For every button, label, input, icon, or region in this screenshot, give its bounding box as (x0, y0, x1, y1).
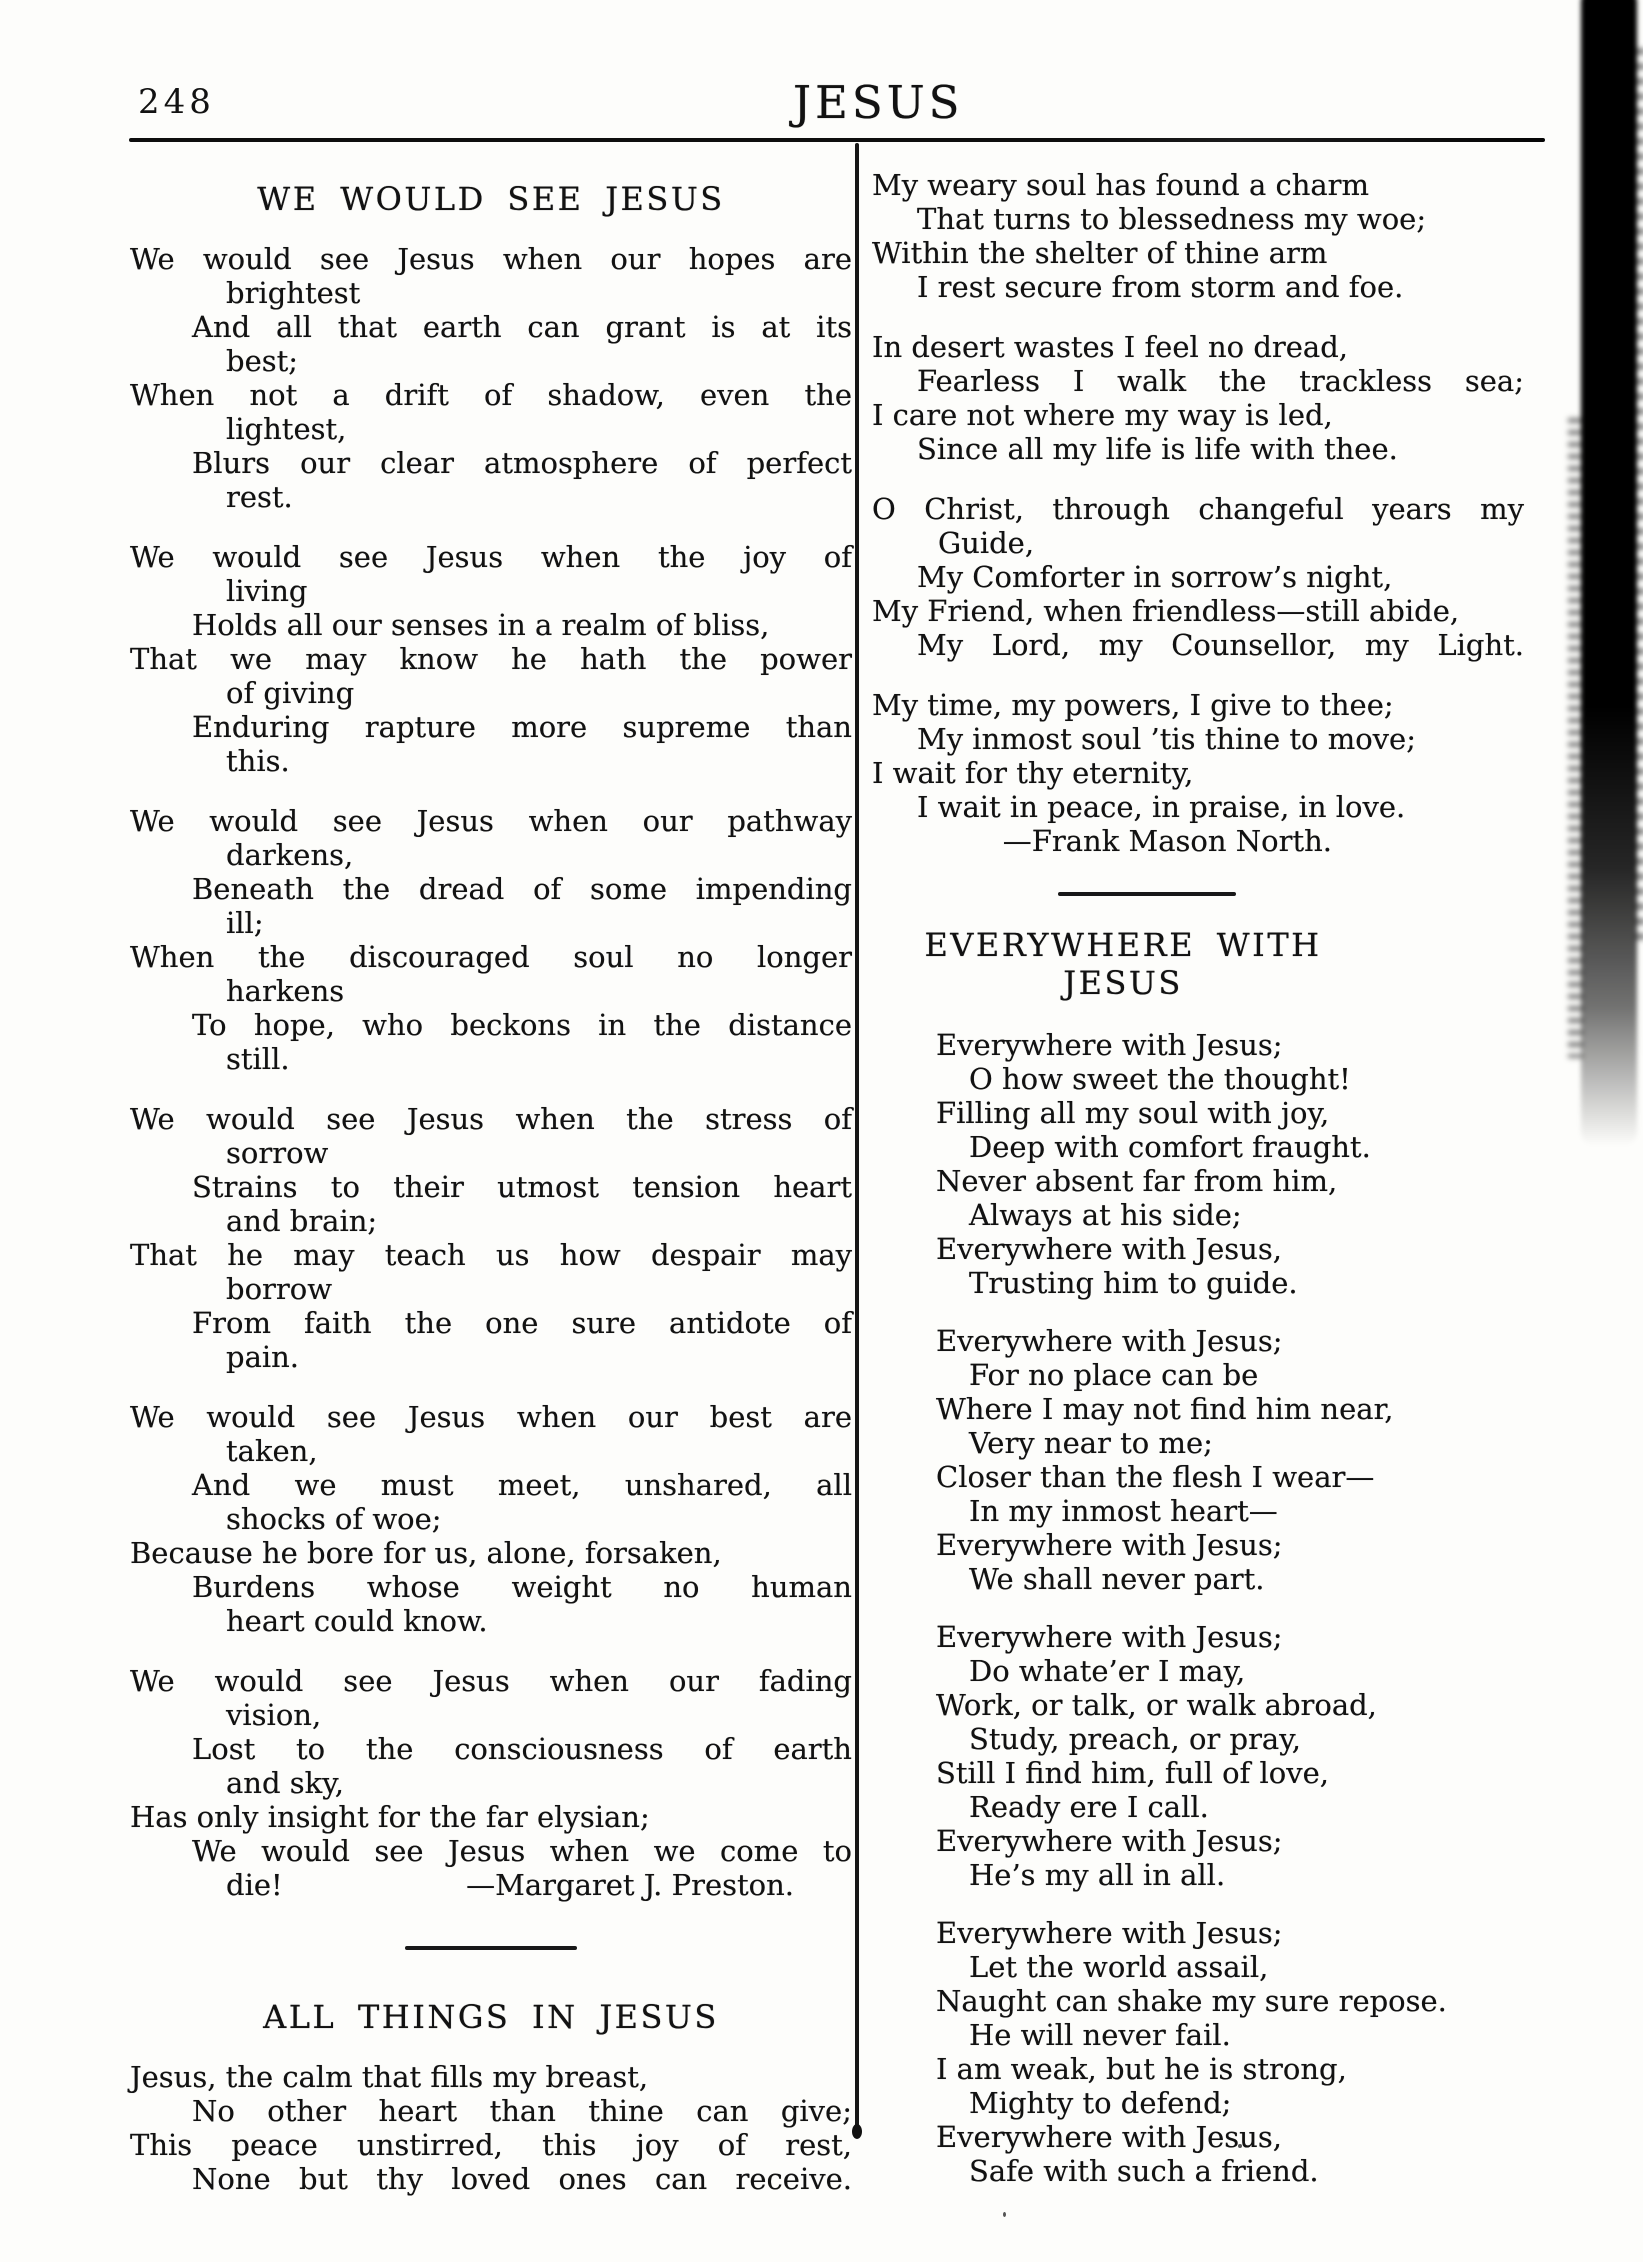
poem-line: darkens, (226, 838, 354, 872)
poem-line: Never absent far from him, (936, 1164, 1338, 1198)
poem-title-we-would-see-jesus: WE WOULD SEE JESUS (257, 180, 725, 218)
poem-separator-rule (1058, 892, 1236, 896)
poem-line: brightest (226, 276, 361, 310)
stanza (130, 242, 852, 514)
poem-line: Everywhere with Jesus; (936, 1620, 1283, 1654)
stanza (872, 330, 1524, 466)
poem-line: Has only insight for the far elysian; (130, 1800, 650, 1834)
poem-line: and brain; (226, 1204, 378, 1238)
poem-line: I wait in peace, in praise, in love. (917, 790, 1406, 824)
poem-line: Everywhere with Jesus; (936, 1916, 1283, 1950)
stanza (130, 1664, 852, 1902)
right-column (872, 168, 1524, 2188)
poem-line (130, 1868, 852, 1902)
poem-line: O how sweet the thought! (969, 1062, 1351, 1096)
stanza (130, 804, 852, 1076)
stanza (130, 2060, 852, 2196)
poem-line: When not a drift of shadow, even the (130, 378, 852, 412)
poem-line: Ready ere I call. (969, 1790, 1209, 1824)
poem-line-text: die! (226, 1868, 283, 1902)
poem-attribution: —Frank Mason North. (1002, 824, 1332, 858)
stanza (872, 1324, 1524, 1596)
poem-line: My weary soul has found a charm (872, 168, 1370, 202)
poem-attribution: —Margaret J. Preston. (466, 1868, 794, 1902)
poem-line: Closer than the flesh I wear— (936, 1460, 1375, 1494)
stanza (872, 168, 1524, 304)
left-column (130, 168, 852, 2196)
poem-title-all-things-in-jesus: ALL THINGS IN JESUS (263, 1998, 719, 2036)
poem-line: We would see Jesus when the joy of (130, 540, 852, 574)
poem-line: And we must meet, unshared, all (192, 1468, 852, 1502)
poem-line: We would see Jesus when our hopes are (130, 242, 852, 276)
poem-line: I wait for thy eternity, (872, 756, 1194, 790)
poem-line: Beneath the dread of some impending (192, 872, 852, 906)
poem-everywhere-with-jesus (872, 1028, 1524, 2188)
poem-line: Because he bore for us, alone, forsaken, (130, 1536, 722, 1570)
poem-line: That turns to blessedness my woe; (917, 202, 1427, 236)
poem-line: vision, (226, 1698, 322, 1732)
poem-line: and sky, (226, 1766, 344, 1800)
page-number: 248 (138, 82, 215, 122)
poem-line: My Comforter in sorrow’s night, (917, 560, 1393, 594)
poem-line: My inmost soul ’tis thine to move; (917, 722, 1416, 756)
poem-line: For no place can be (969, 1358, 1259, 1392)
stanza (872, 1028, 1524, 1300)
poem-line: sorrow (226, 1136, 329, 1170)
poem-line: Everywhere with Jesus, (936, 2120, 1282, 2154)
poem-line: I am weak, but he is strong, (936, 2052, 1347, 2086)
poem-line: To hope, who beckons in the distance (192, 1008, 852, 1042)
poem-line: Fearless I walk the trackless sea; (917, 364, 1524, 398)
poem-line: shocks of woe; (226, 1502, 442, 1536)
poem-line: In desert wastes I feel no dread, (872, 330, 1349, 364)
poem-all-things-in-jesus-continued (872, 168, 1524, 858)
poem-line: lightest, (226, 412, 347, 446)
poem-line: Everywhere with Jesus; (936, 1824, 1283, 1858)
poem-line: Guide, (938, 526, 1035, 560)
poem-line: borrow (226, 1272, 333, 1306)
poem-line: rest. (226, 480, 293, 514)
poem-line: Deep with comfort fraught. (969, 1130, 1371, 1164)
poem-line: We would see Jesus when the stress of (130, 1102, 852, 1136)
poem-line: That we may know he hath the power (130, 642, 852, 676)
poem-line: Safe with such a friend. (969, 2154, 1319, 2188)
scan-binding-shadow (1581, 0, 1637, 1146)
poem-we-would-see-jesus (130, 242, 852, 1902)
poem-line: Where I may not find him near, (936, 1392, 1394, 1426)
poem-line: Everywhere with Jesus; (936, 1028, 1283, 1062)
poem-line: Lost to the consciousness of earth (192, 1732, 852, 1766)
poem-line: best; (226, 344, 299, 378)
poem-line: Always at his side; (969, 1198, 1242, 1232)
stanza (130, 540, 852, 778)
poem-line: Strains to their utmost tension heart (192, 1170, 852, 1204)
poem-line: My time, my powers, I give to thee; (872, 688, 1394, 722)
poem-line: Mighty to defend; (969, 2086, 1232, 2120)
poem-line: Enduring rapture more supreme than (192, 710, 852, 744)
poem-line: Filling all my soul with joy, (936, 1096, 1330, 1130)
poem-line: Work, or talk, or walk abroad, (936, 1688, 1377, 1722)
poem-line: From faith the one sure antidote of (192, 1306, 852, 1340)
poem-line: Do whate’er I may, (969, 1654, 1246, 1688)
stanza (872, 1620, 1524, 1892)
poem-line: In my inmost heart— (969, 1494, 1278, 1528)
poem-line (872, 824, 1524, 858)
poem-line: We shall never part. (969, 1562, 1265, 1596)
poem-separator-rule (405, 1946, 577, 1950)
poem-line: ill; (226, 906, 264, 940)
poem-line: Naught can shake my sure repose. (936, 1984, 1447, 2018)
poem-line: No other heart than thine can give; (192, 2094, 852, 2128)
stanza (130, 1400, 852, 1638)
poem-line: When the discouraged soul no longer (130, 940, 852, 974)
poem-line: I rest secure from storm and foe. (917, 270, 1404, 304)
poem-all-things-in-jesus (130, 2060, 852, 2196)
poem-line: This peace unstirred, this joy of rest, (130, 2128, 852, 2162)
poem-line: That he may teach us how despair may (130, 1238, 852, 1272)
poem-line: heart could know. (226, 1604, 488, 1638)
poem-line: Everywhere with Jesus; (936, 1324, 1283, 1358)
poem-line: Since all my life is life with thee. (917, 432, 1398, 466)
poem-line: I care not where my way is led, (872, 398, 1333, 432)
scan-speck (1003, 2212, 1006, 2217)
poem-line: We would see Jesus when our fading (130, 1664, 852, 1698)
poem-line: Burdens whose weight no human (192, 1570, 852, 1604)
poem-line: Trusting him to guide. (969, 1266, 1298, 1300)
poem-line: Everywhere with Jesus, (936, 1232, 1282, 1266)
poem-line: of giving (226, 676, 355, 710)
poem-line: Jesus, the calm that fills my breast, (130, 2060, 649, 2094)
poem-line: We would see Jesus when our best are (130, 1400, 852, 1434)
page-content (130, 168, 1532, 2196)
poem-line: And all that earth can grant is at its (192, 310, 852, 344)
poem-line: pain. (226, 1340, 300, 1374)
poem-line: harkens (226, 974, 345, 1008)
stanza (872, 1916, 1524, 2188)
poem-line: Study, preach, or pray, (969, 1722, 1301, 1756)
running-header: JESUS (793, 76, 964, 129)
stanza (130, 1102, 852, 1374)
poem-line: My Friend, when friendless—still abide, (872, 594, 1460, 628)
poem-title-everywhere-with-jesus: EVERYWHERE WITH JESUS (924, 926, 1322, 1002)
poem-line: Blurs our clear atmosphere of perfect (192, 446, 852, 480)
poem-line: Everywhere with Jesus; (936, 1528, 1283, 1562)
poem-line: living (226, 574, 308, 608)
header-rule (129, 138, 1545, 142)
poem-line: He will never fail. (969, 2018, 1231, 2052)
poem-line: Holds all our senses in a realm of bliss, (192, 608, 770, 642)
poem-line: We would see Jesus when we come to (192, 1834, 852, 1868)
poem-line: None but thy loved ones can receive. (192, 2162, 852, 2196)
stanza (872, 688, 1524, 858)
poem-line: Very near to me; (969, 1426, 1213, 1460)
poem-line: We would see Jesus when our pathway (130, 804, 852, 838)
poem-line: He’s my all in all. (969, 1858, 1226, 1892)
poem-line: O Christ, through changeful years my (872, 492, 1524, 526)
stanza (872, 492, 1524, 662)
poem-line: Still I find him, full of love, (936, 1756, 1330, 1790)
poem-line: this. (226, 744, 290, 778)
poem-line: still. (226, 1042, 290, 1076)
poem-line: My Lord, my Counsellor, my Light. (917, 628, 1524, 662)
poem-line: taken, (226, 1434, 318, 1468)
poem-line: Let the world assail, (969, 1950, 1269, 1984)
poem-line: Within the shelter of thine arm (872, 236, 1328, 270)
